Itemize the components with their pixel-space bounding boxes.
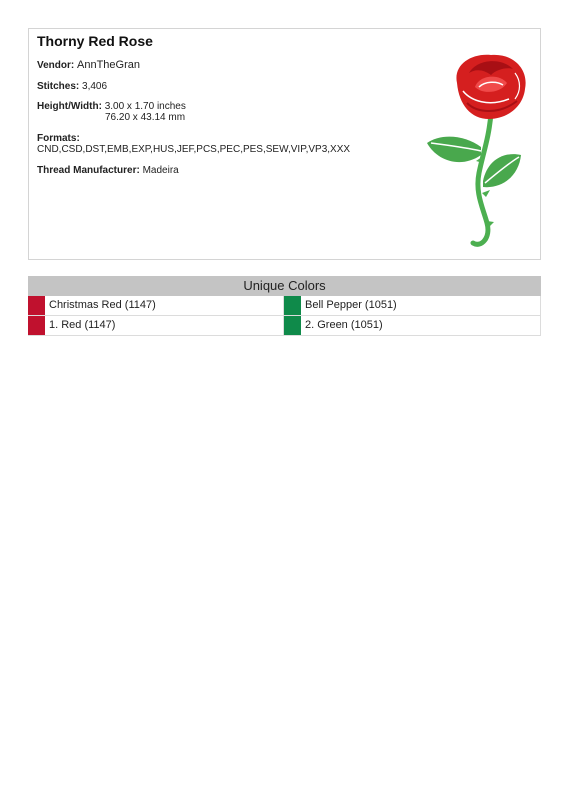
table-row: [28, 296, 541, 316]
color-name: 2. Green (1051): [305, 319, 383, 331]
formats-field: [37, 133, 350, 155]
color-name: 1. Red (1147): [49, 319, 116, 331]
vendor-label: Vendor:: [37, 60, 75, 71]
height-width-mm: 76.20 x 43.14 mm: [105, 112, 186, 123]
stitches-value: 3,406: [82, 81, 108, 92]
thread-field: [37, 165, 179, 176]
height-width-field: [37, 101, 186, 123]
color-cell: [28, 296, 284, 315]
stitches-field: [37, 81, 107, 92]
color-cell: [284, 316, 541, 335]
color-name: Christmas Red (1147): [49, 299, 156, 311]
color-cell: [28, 316, 284, 335]
vendor-value: AnnTheGran: [77, 59, 140, 71]
thread-label: Thread Manufacturer:: [37, 165, 140, 176]
stitches-label: Stitches:: [37, 81, 80, 92]
rose-embroidery-icon: [417, 43, 541, 253]
height-width-label: Height/Width:: [37, 101, 102, 112]
color-cell: [284, 296, 541, 315]
color-swatch: [284, 316, 301, 335]
color-swatch: [28, 296, 45, 315]
unique-colors-table: [28, 276, 541, 336]
color-name: Bell Pepper (1051): [305, 299, 397, 311]
design-info-card: [28, 28, 541, 260]
height-width-inches: 3.00 x 1.70 inches: [104, 101, 186, 112]
vendor-field: [37, 60, 140, 71]
formats-value: CND,CSD,DST,EMB,EXP,HUS,JEF,PCS,PEC,PES,SEW,VIP,VP3,XXX: [37, 144, 351, 155]
color-swatch: [28, 316, 45, 335]
table-row: [28, 316, 541, 336]
thread-value: Madeira: [142, 165, 179, 176]
unique-colors-header: Unique Colors: [28, 276, 541, 296]
design-title: Thorny Red Rose: [37, 33, 153, 49]
formats-label: Formats:: [37, 133, 80, 144]
color-swatch: [284, 296, 301, 315]
